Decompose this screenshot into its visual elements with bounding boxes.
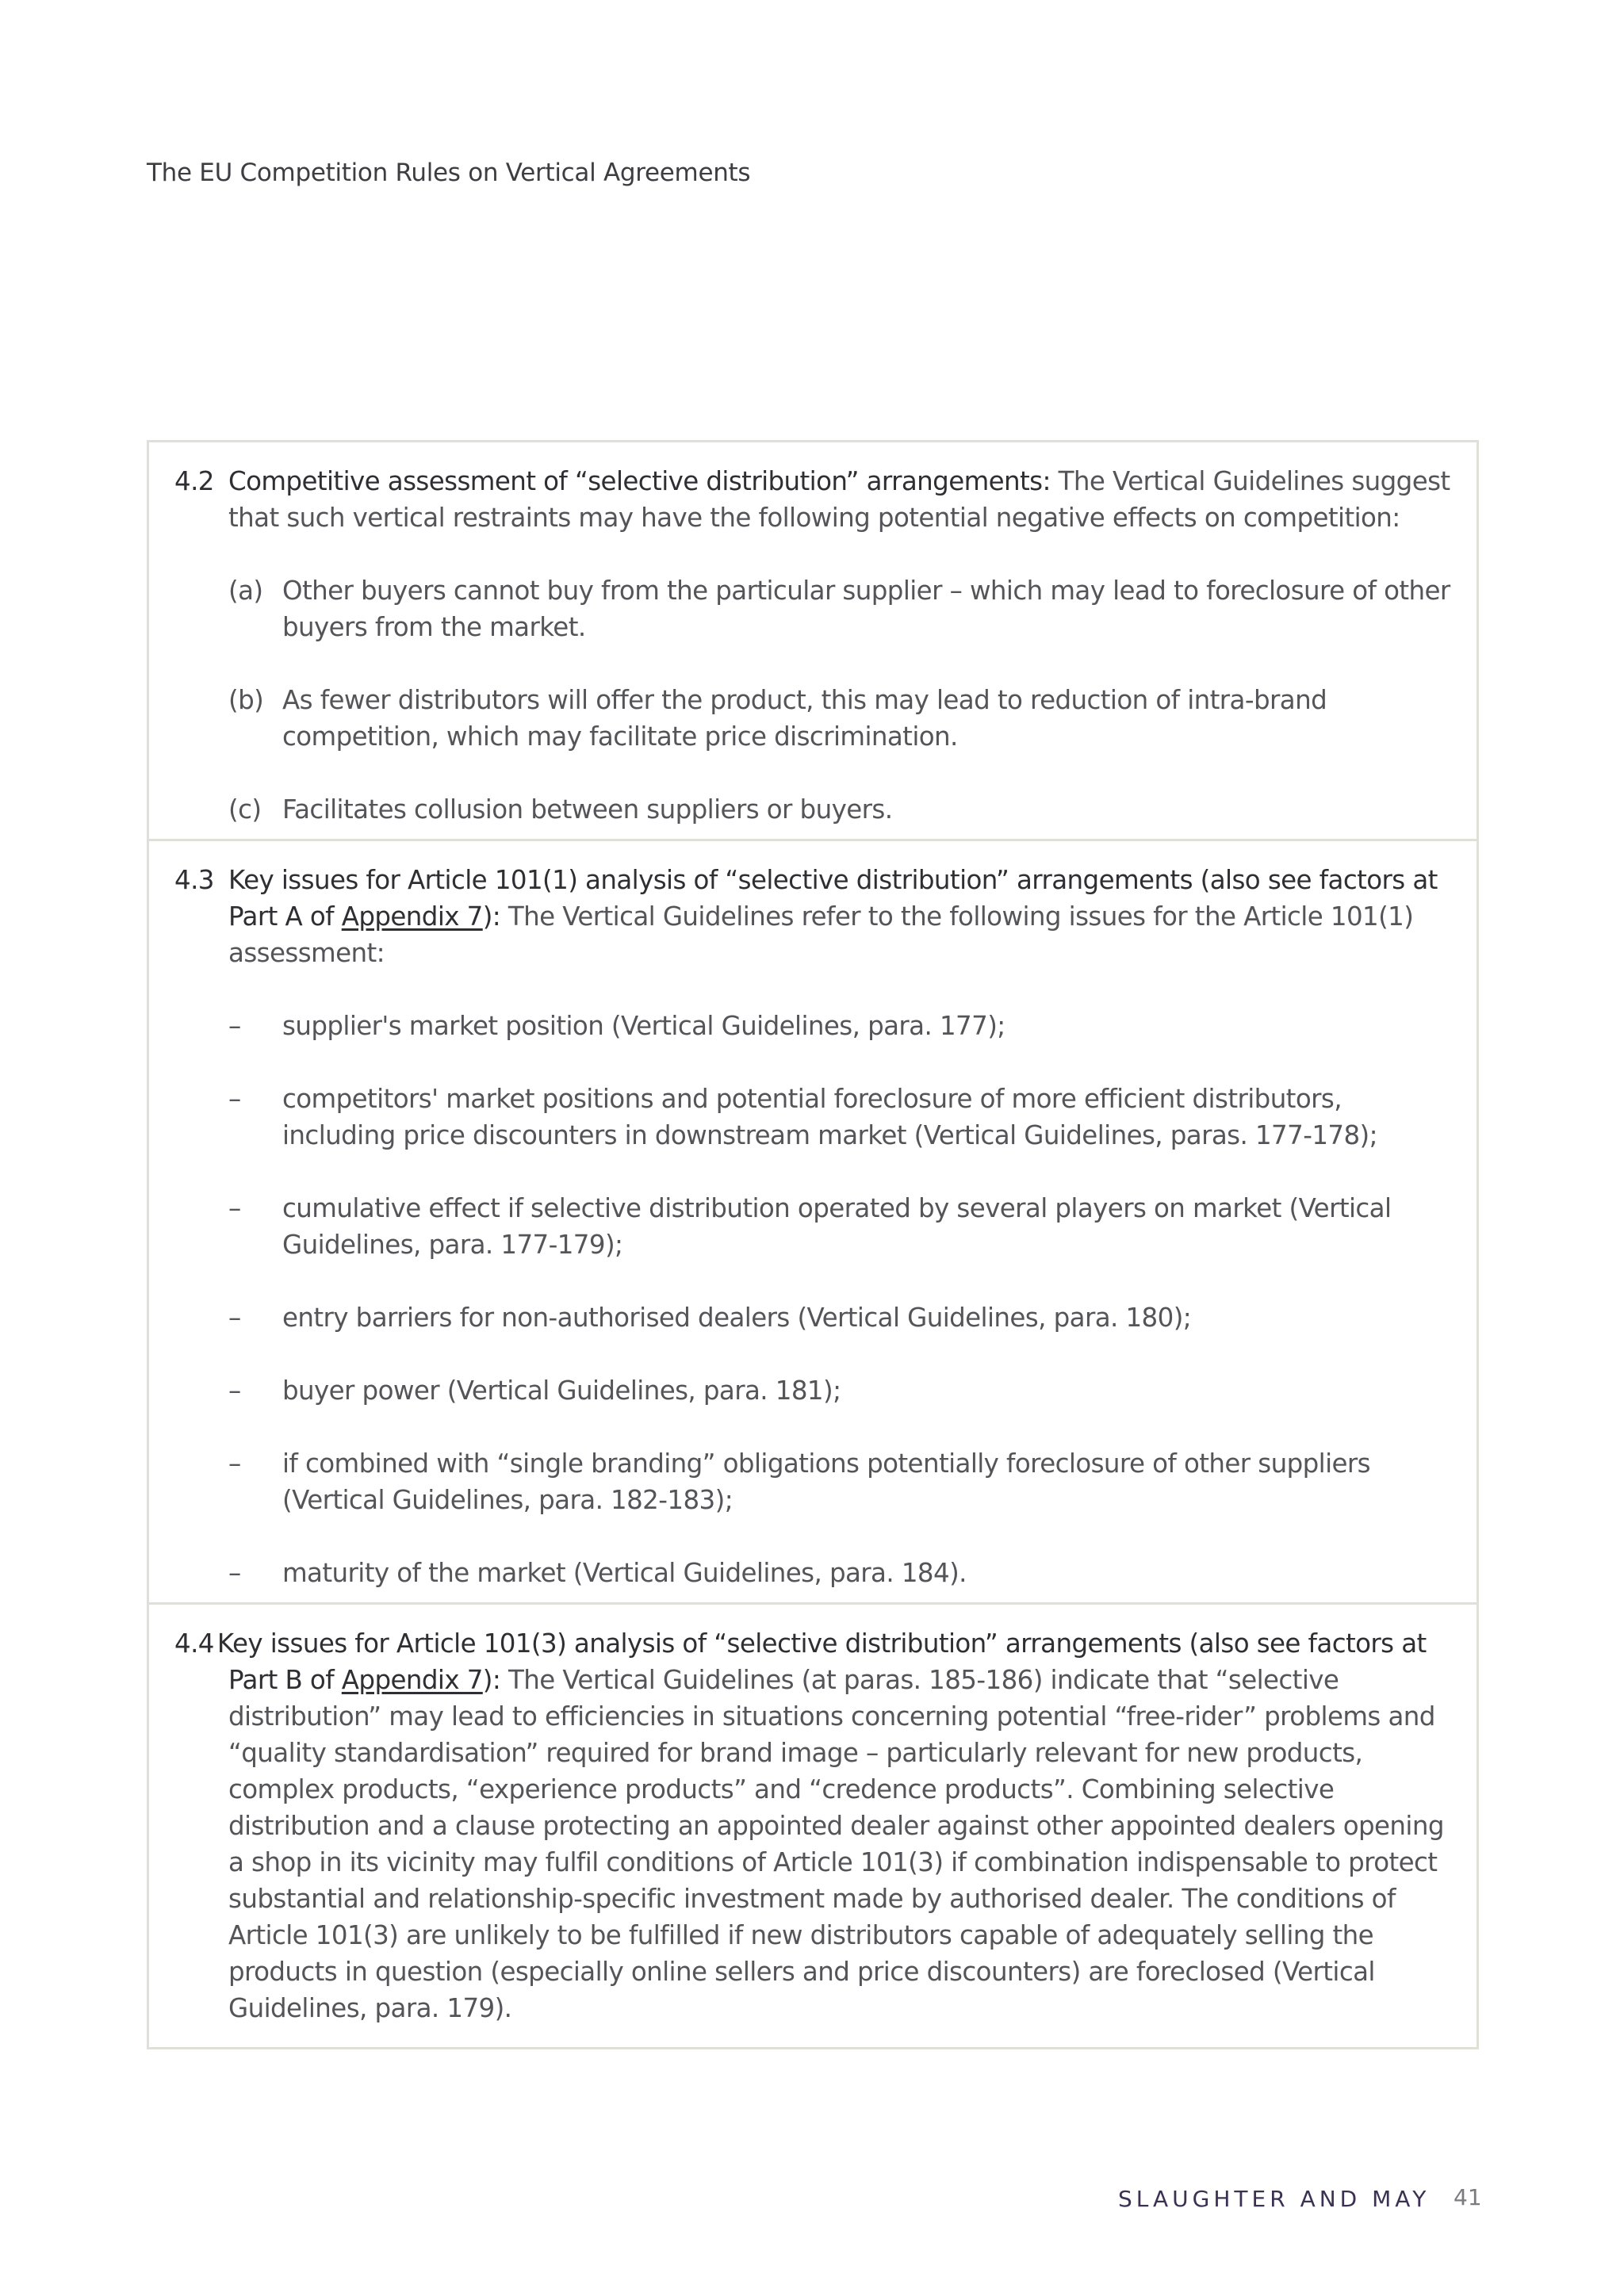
section-4-4 (149, 1602, 1477, 2047)
section-number: 4.3 (174, 865, 214, 895)
item-text: entry barriers for non-authorised dealers (Vertical Guidelines, para. 180); (282, 1303, 1192, 1333)
item-text: maturity of the market (Vertical Guidelines, para. 184). (282, 1558, 967, 1588)
footer-brand: SLAUGHTER AND MAY (1118, 2186, 1431, 2212)
section-intro: The Vertical Guidelines refer to the following issues for the Article 101(1) assessment: (228, 901, 1414, 968)
appendix-link[interactable]: Appendix 7 (341, 901, 483, 932)
item-text: Facilitates collusion between suppliers or buyers. (282, 794, 893, 825)
section-paragraph (174, 463, 1454, 536)
item-dash: – (228, 1448, 241, 1479)
item-dash: – (228, 1303, 241, 1333)
item-text: if combined with “single branding” obligations potentially foreclosure of other suppliers (Vertical Guidelines, para. 182-183); (282, 1448, 1371, 1515)
item-text: competitors' market positions and potential foreclosure of more efficient distributors, including price discounters in downstream market (Vertical Guidelines, paras. 177-178); (282, 1084, 1377, 1150)
section-number: 4.2 (174, 466, 214, 496)
section-paragraph (174, 862, 1454, 971)
item-list (174, 1008, 1454, 1591)
section-paragraph (174, 1625, 1454, 2026)
list-item (228, 1008, 1454, 1044)
item-dash: – (228, 1376, 241, 1406)
list-item (228, 1081, 1454, 1154)
section-heading: Key issues for Article 101(3) analysis of “selective distribution” arrangements (also see factors at Part B of (216, 1628, 1427, 1695)
section-heading-end: ): (482, 1665, 501, 1695)
section-number: 4.4 (174, 1628, 214, 1659)
section-4-3 (149, 839, 1477, 1602)
section-body (228, 862, 1454, 971)
section-4-2 (149, 442, 1477, 839)
item-text: As fewer distributors will offer the product, this may lead to reduction of intra-brand competition, which may facilitate price discrimination. (282, 685, 1327, 752)
running-header: The EU Competition Rules on Vertical Agreements (147, 159, 751, 187)
page-number: 41 (1454, 2184, 1482, 2210)
item-dash: – (228, 1558, 241, 1588)
list-item (228, 1555, 1454, 1591)
section-intro: The Vertical Guidelines suggest that such vertical restraints may have the following potential negative effects on competition: (228, 466, 1450, 533)
item-dash: – (228, 1011, 241, 1041)
list-item (228, 1299, 1454, 1336)
list-item (228, 682, 1454, 755)
item-dash: – (228, 1193, 241, 1223)
item-text: buyer power (Vertical Guidelines, para. 181); (282, 1376, 841, 1406)
section-heading: Key issues for Article 101(1) analysis of “selective distribution” arrangements (also see factors at Part A of (228, 865, 1438, 932)
appendix-link[interactable]: Appendix 7 (341, 1665, 483, 1695)
item-text: cumulative effect if selective distribution operated by several players on market (Vertical Guidelines, para. 177-179); (282, 1193, 1392, 1260)
item-label: (b) (228, 685, 264, 715)
item-list (174, 572, 1454, 828)
section-intro: The Vertical Guidelines (at paras. 185-186) indicate that “selective distribution” may lead to efficiencies in situations concerning potential “free-rider” problems and “quality standardisation” required for brand image – particularly relevant for new products, complex products, “experience products” and “credence products”. Combining selective distribution and a clause protecting an appointed dealer against other appointed dealers opening a shop in its vicinity may fulfil conditions of Article 101(3) if combination indispensable to protect substantial and relationship-specific investment made by authorised dealer. The conditions of Article 101(3) are unlikely to be fulfilled if new distributors capable of adequately selling the products in question (especially online sellers and price discounters) are foreclosed (Vertical Guidelines, para. 179). (228, 1665, 1444, 2023)
list-item (228, 791, 1454, 828)
list-item (228, 572, 1454, 645)
item-label: (c) (228, 794, 262, 825)
list-item (228, 1190, 1454, 1263)
list-item (228, 1445, 1454, 1518)
section-body (228, 463, 1454, 536)
item-text: supplier's market position (Vertical Guidelines, para. 177); (282, 1011, 1005, 1041)
item-label: (a) (228, 576, 263, 606)
item-text: Other buyers cannot buy from the particular supplier – which may lead to foreclosure of other buyers from the market. (282, 576, 1450, 642)
content-box (147, 440, 1479, 2049)
section-heading: Competitive assessment of “selective distribution” arrangements: (228, 466, 1051, 496)
list-item (228, 1372, 1454, 1409)
item-dash: – (228, 1084, 241, 1114)
section-heading-end: ): (482, 901, 501, 932)
